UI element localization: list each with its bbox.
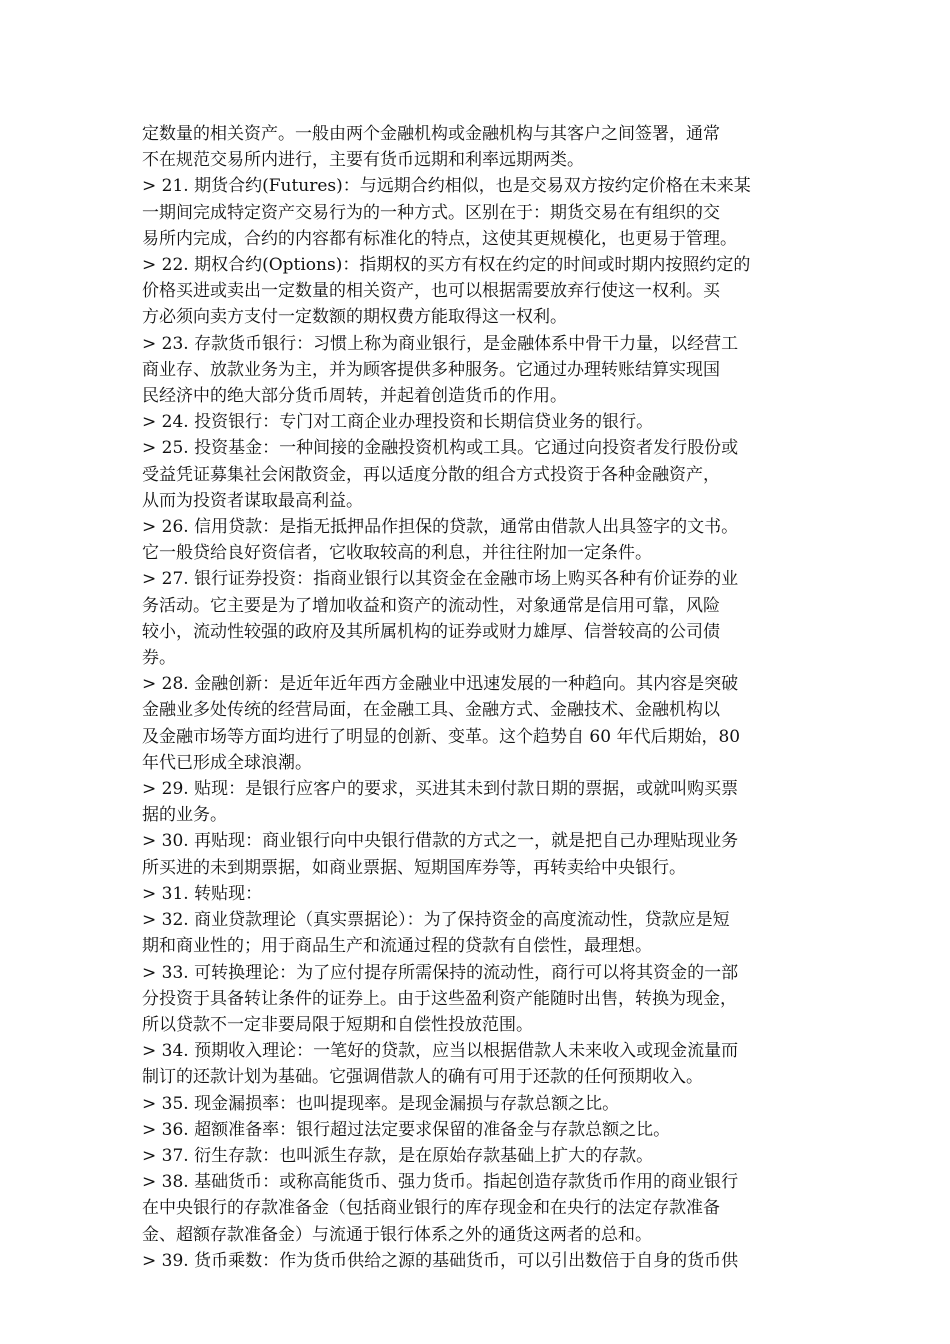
- text-line: 方必须向卖方支付一定数额的期权费方能取得这一权利。: [142, 307, 567, 328]
- text-line: 券。: [142, 648, 176, 669]
- paragraph: [142, 881, 810, 907]
- text-line: > 31. 转贴现：: [142, 883, 263, 904]
- text-line: > 32. 商业贷款理论（真实票据论）：为了保持资金的高度流动性，贷款应是短: [142, 910, 730, 931]
- text-line: 制订的还款计划为基础。它强调借款人的确有可用于还款的任何预期收入。: [142, 1067, 703, 1088]
- text-line: > 24. 投资银行：专门对工商企业办理投资和长期信贷业务的银行。: [142, 412, 654, 433]
- text-line: 从而为投资者谋取最高利益。: [142, 490, 363, 511]
- text-line: > 35. 现金漏损率：也叫提现率。是现金漏损与存款总额之比。: [142, 1093, 620, 1114]
- paragraph: [142, 252, 810, 331]
- text-line: 不在规范交易所内进行，主要有货币远期和利率远期两类。: [142, 150, 584, 171]
- paragraph: [142, 1143, 810, 1169]
- text-line: 务活动。它主要是为了增加收益和资产的流动性，对象通常是信用可靠，风险: [142, 595, 720, 616]
- text-line: 金融业多处传统的经营局面，在金融工具、金融方式、金融技术、金融机构以: [142, 700, 720, 721]
- paragraph: [142, 671, 810, 776]
- text-line: 较小，流动性较强的政府及其所属机构的证券或财力雄厚、信誉较高的公司债: [142, 621, 720, 642]
- paragraph: [142, 1117, 810, 1143]
- paragraph: [142, 1169, 810, 1248]
- paragraph: [142, 776, 810, 828]
- text-line: 价格买进或卖出一定数量的相关资产，也可以根据需要放弃行使这一权利。买: [142, 281, 720, 302]
- text-line: 在中央银行的存款准备金（包括商业银行的库存现金和在央行的法定存款准备: [142, 1198, 720, 1219]
- text-line: 定数量的相关资产。一般由两个金融机构或金融机构与其客户之间签署，通常: [142, 124, 720, 144]
- text-line: > 23. 存款货币银行：习惯上称为商业银行，是金融体系中骨干力量，以经营工: [142, 333, 739, 354]
- text-line: 商业存、放款业务为主，并为顾客提供多种服务。它通过办理转账结算实现国: [142, 359, 720, 380]
- text-line: 一期间完成特定资产交易行为的一种方式。区别在于：期货交易在有组织的交: [142, 202, 720, 223]
- text-line: > 38. 基础货币：或称高能货币、强力货币。指起创造存款货币作用的商业银行: [142, 1172, 739, 1193]
- text-line: > 28. 金融创新：是近年近年西方金融业中迅速发展的一种趋向。其内容是突破: [142, 674, 739, 695]
- text-line: 年代已形成全球浪潮。: [142, 752, 312, 773]
- text-line: > 34. 预期收入理论：一笔好的贷款，应当以根据借款人未来收入或现金流量而: [142, 1041, 739, 1062]
- text-line: 受益凭证募集社会闲散资金，再以适度分散的组合方式投资于各种金融资产，: [142, 464, 720, 485]
- paragraph: [142, 566, 810, 671]
- paragraph: [142, 121, 810, 173]
- paragraph: [142, 1091, 810, 1117]
- text-line: 期和商业性的；用于商品生产和流通过程的贷款有自偿性，最理想。: [142, 936, 652, 957]
- text-line: > 21. 期货合约(Futures)：与远期合约相似，也是交易双方按约定价格在未来某: [142, 176, 751, 197]
- text-line: > 29. 贴现：是银行应客户的要求，买进其未到付款日期的票据，或就叫购买票: [142, 779, 739, 800]
- paragraph: [142, 173, 810, 252]
- paragraph: [142, 1038, 810, 1090]
- document-body: [142, 121, 810, 1274]
- text-line: > 39. 货币乘数：作为货币供给之源的基础货币，可以引出数倍于自身的货币供: [142, 1250, 739, 1271]
- text-line: 所买进的未到期票据，如商业票据、短期国库券等，再转卖给中央银行。: [142, 857, 686, 878]
- paragraph: [142, 409, 810, 435]
- paragraph: [142, 960, 810, 1039]
- text-line: > 37. 衍生存款：也叫派生存款，是在原始存款基础上扩大的存款。: [142, 1145, 654, 1166]
- text-line: 分投资于具备转让条件的证券上。由于这些盈利资产能随时出售，转换为现金，: [142, 988, 737, 1009]
- text-line: > 25. 投资基金：一种间接的金融投资机构或工具。它通过向投资者发行股份或: [142, 438, 739, 459]
- paragraph: [142, 828, 810, 880]
- text-line: > 22. 期权合约(Options)：指期权的买方有权在约定的时间或时期内按照约定的: [142, 255, 751, 276]
- text-line: > 26. 信用贷款：是指无抵押品作担保的贷款，通常由借款人出具签字的文书。: [142, 517, 739, 538]
- text-line: > 36. 超额准备率：银行超过法定要求保留的准备金与存款总额之比。: [142, 1119, 671, 1140]
- text-line: 据的业务。: [142, 805, 227, 826]
- text-line: 易所内完成，合约的内容都有标准化的特点，这使其更规模化，也更易于管理。: [142, 228, 737, 249]
- paragraph: [142, 907, 810, 959]
- paragraph: [142, 1248, 810, 1274]
- text-line: > 30. 再贴现：商业银行向中央银行借款的方式之一，就是把自己办理贴现业务: [142, 831, 739, 852]
- text-line: 金、超额存款准备金）与流通于银行体系之外的通货这两者的总和。: [142, 1224, 652, 1245]
- text-line: > 33. 可转换理论：为了应付提存所需保持的流动性，商行可以将其资金的一部: [142, 962, 739, 983]
- text-line: 及金融市场等方面均进行了明显的创新、变革。这个趋势自 60 年代后期始，80: [142, 726, 741, 747]
- text-line: 民经济中的绝大部分货币周转，并起着创造货币的作用。: [142, 386, 567, 407]
- text-line: 所以贷款不一定非要局限于短期和自偿性投放范围。: [142, 1014, 533, 1035]
- text-line: > 27. 银行证券投资：指商业银行以其资金在金融市场上购买各种有价证券的业: [142, 569, 739, 590]
- paragraph: [142, 331, 810, 410]
- paragraph: [142, 514, 810, 566]
- paragraph: [142, 435, 810, 514]
- text-line: 它一般贷给良好资信者，它收取较高的利息，并往往附加一定条件。: [142, 543, 652, 564]
